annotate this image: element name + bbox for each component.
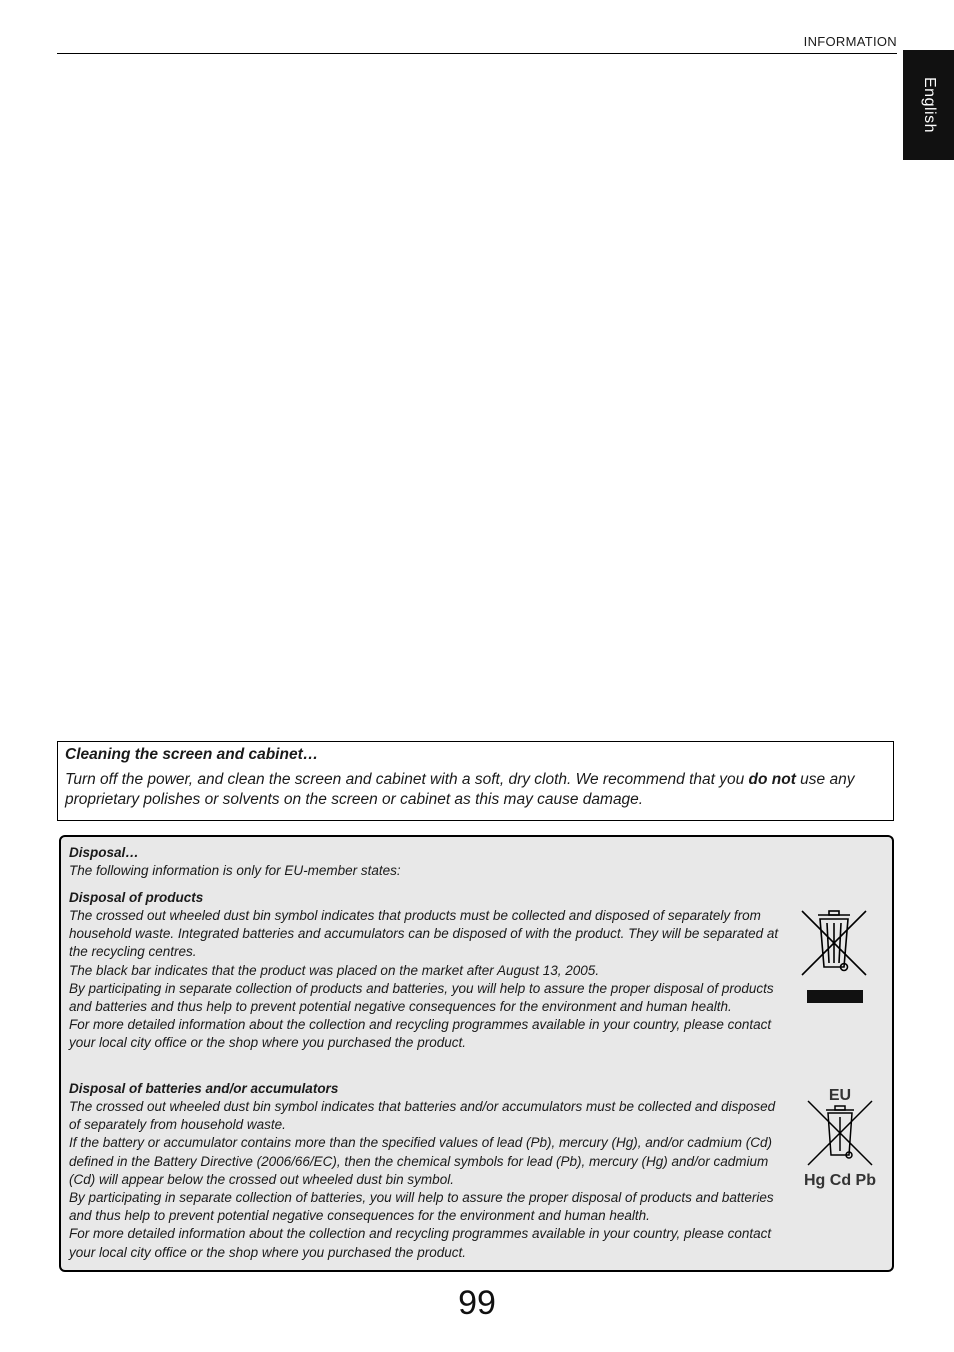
batteries-paragraph: For more detailed information about the collection and recycling programmes available in your country, please contact your local city office or the shop where you purchased the product. <box>69 1226 772 1260</box>
eu-label: EU <box>828 1087 852 1104</box>
products-paragraph: The crossed out wheeled dust bin symbol indicates that products must be collected and disposed of separately from household waste. Integrated batteries and accumulators can be disposed of with the product. They will be separated at the recycling centres. <box>69 908 779 960</box>
batteries-paragraph: The crossed out wheeled dust bin symbol indicates that batteries and/or accumulators must be collected and disposed of separately from household waste. <box>69 1099 776 1133</box>
crossed-bin-icon <box>799 907 869 1012</box>
cleaning-emphasis: do not <box>748 771 796 788</box>
products-section <box>69 889 781 1053</box>
batteries-paragraph: By participating in separate collection of batteries, you will help to assure the proper disposal of products and batteries and thus help to prevent potential negative consequences for the environment and human health. <box>69 1190 774 1224</box>
products-paragraph: The black bar indicates that the product was placed on the market after August 13, 2005. <box>69 962 600 978</box>
disposal-intro: The following information is only for EU-member states: <box>69 863 401 878</box>
section-label: INFORMATION <box>803 34 897 49</box>
cleaning-text <box>65 770 886 809</box>
hg-cd-pb-label: Hg Cd Pb <box>804 1172 876 1189</box>
batteries-paragraph: If the battery or accumulator contains more than the specified values of lead (Pb), mercury (Hg), and/or cadmium (Cd) defined in the Battery Directive (2006/66/EC), then the chemical symbols for lead (Pb), mercury (Hg) and/or cadmium (Cd) will appear below the crossed out wheeled dust bin symbol. <box>69 1135 773 1187</box>
cleaning-text-before: Turn off the power, and clean the screen and cabinet with a soft, dry cloth. We recommend that you <box>65 771 749 788</box>
batteries-title: Disposal of batteries and/or accumulators <box>69 1081 339 1096</box>
disposal-box <box>59 835 894 1272</box>
language-tab <box>903 50 954 160</box>
cleaning-box <box>57 741 894 821</box>
batteries-section <box>69 1080 781 1262</box>
cleaning-text-after: use any proprietary polishes or solvents on the screen or cabinet as this may cause damage. <box>65 771 855 808</box>
products-paragraph: By participating in separate collection of products and batteries, you will help to assure the proper disposal of products and batteries and thus help to prevent potential negative consequences for the environment and human health. <box>69 980 774 1015</box>
products-title: Disposal of products <box>69 890 204 905</box>
language-tab-label: English <box>920 77 938 133</box>
header-rule <box>57 53 897 54</box>
page-number: 99 <box>458 1284 496 1322</box>
disposal-title: Disposal… <box>69 845 139 860</box>
cleaning-title: Cleaning the screen and cabinet… <box>65 746 319 763</box>
eu-battery-bin-icon <box>797 1081 883 1196</box>
products-paragraph: For more detailed information about the collection and recycling programmes available in your country, please contact your local city office or the shop where you purchased the product. <box>69 1017 772 1051</box>
